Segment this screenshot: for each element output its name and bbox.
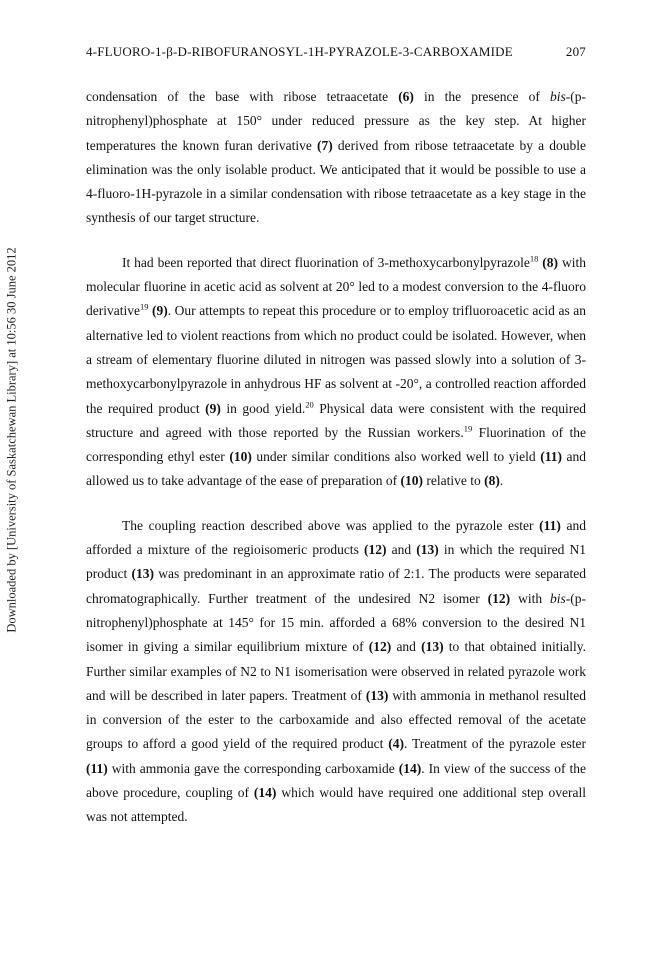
compound-ref: (8) (538, 254, 559, 270)
compound-ref: (11) (540, 449, 562, 465)
download-note: Downloaded by [University of Saskatchewan Library] at 10:56 30 June 2012 (4, 247, 19, 633)
compound-ref: (10) (400, 473, 423, 489)
article-body (86, 85, 586, 830)
running-header (86, 44, 586, 64)
reference-number: 19 (463, 423, 473, 434)
italic-term: bis (549, 590, 566, 606)
reference-number: 20 (305, 399, 314, 410)
download-watermark (2, 170, 22, 710)
reference-number: 18 (529, 253, 539, 264)
page-number: 207 (565, 44, 586, 59)
compound-ref: (4) (388, 736, 404, 752)
compound-ref: (10) (229, 449, 252, 465)
reference-number: 19 (139, 301, 149, 312)
compound-ref: (8) (484, 473, 500, 489)
compound-ref: (12) (363, 542, 387, 558)
compound-ref: (11) (86, 760, 108, 776)
compound-ref: (13) (131, 566, 154, 582)
compound-ref: (13) (421, 639, 444, 655)
paragraph-3: The coupling reaction described above was applied to the pyrazole ester (11) and afforded a mixture of the regioisomeric products (12) and (13) in which the required N1 product (13) was predominant in an approximate ratio of 2:1. The products were separated chromatographically. Further treatment of the undesired N2 isomer (12) with bis-(p-nitrophenyl)phosphate at 145° for 15 min. afforded a 68% conversion to the desired N1 isomer in giving a similar equilibrium mixture of (12) and (13) to that obtained initially. Further similar examples of N2 to N1 isomerisation were observed in related pyrazole work and will be described in later papers. Treatment of (13) with ammonia in methanol resulted in conversion of the ester to the carboxamide and also effected removal of the acetate groups to afford a good yield of the required product (4). Treatment of the pyrazole ester (11) with ammonia gave the corresponding carboxamide (14). In view of the success of the above procedure, coupling of (14) which would have required one additional step overall was not attempted. (86, 517, 586, 825)
compound-ref: (12) (487, 590, 511, 606)
paragraph-1: condensation of the base with ribose tetraacetate (6) in the presence of bis-(p-nitrophenyl)phosphate at 150° under reduced pressure as the key step. At higher temperatures the known furan derivative (7) derived from ribose tetraacetate by a double elimination was the only isolable product. We anticipated that it would be possible to use a 4-fluoro-1H-pyrazole in a similar condensation with ribose tetraacetate as a key stage in the synthesis of our target structure. (86, 89, 586, 226)
italic-term: bis (549, 89, 566, 104)
compound-ref: (6) (398, 89, 414, 104)
compound-ref: (13) (416, 542, 439, 558)
compound-ref: (7) (317, 137, 333, 153)
compound-ref: (9) (148, 303, 168, 319)
compound-ref: (11) (539, 517, 561, 533)
compound-ref: (14) (398, 760, 422, 776)
compound-ref: (13) (365, 687, 389, 703)
running-title: 4-FLUORO-1-β-D-RIBOFURANOSYL-1H-PYRAZOLE-3-CARBOXAMIDE (86, 44, 513, 59)
compound-ref: (12) (368, 639, 392, 655)
paragraph-2: It had been reported that direct fluorination of 3-methoxycarbonylpyrazole$^{18}$ (8) with molecular fluorine in acetic acid as solvent at 20° led to a modest conversion to the 4-fluoro derivative$^{19}$ (9). Our attempts to repeat this procedure or to employ trifluoroacetic acid as an alternative led to violent reactions from which no product could be isolated. However, when a stream of elementary fluorine diluted in nitrogen was passed slowly into a solution of 3-methoxycarbonylpyrazole in anhydrous HF as solvent at -20°, a controlled reaction afforded the required product (9) in good yield.$^{20}$ Physical data were consistent with the required structure and agreed with those reported by the Russian workers.$^{19}$ Fluorination of the corresponding ethyl ester (10) under similar conditions also worked well to yield (11) and allowed us to take advantage of the ease of preparation of (10) relative to (8). (86, 253, 586, 489)
compound-ref: (9) (205, 400, 221, 416)
compound-ref: (14) (253, 785, 277, 801)
